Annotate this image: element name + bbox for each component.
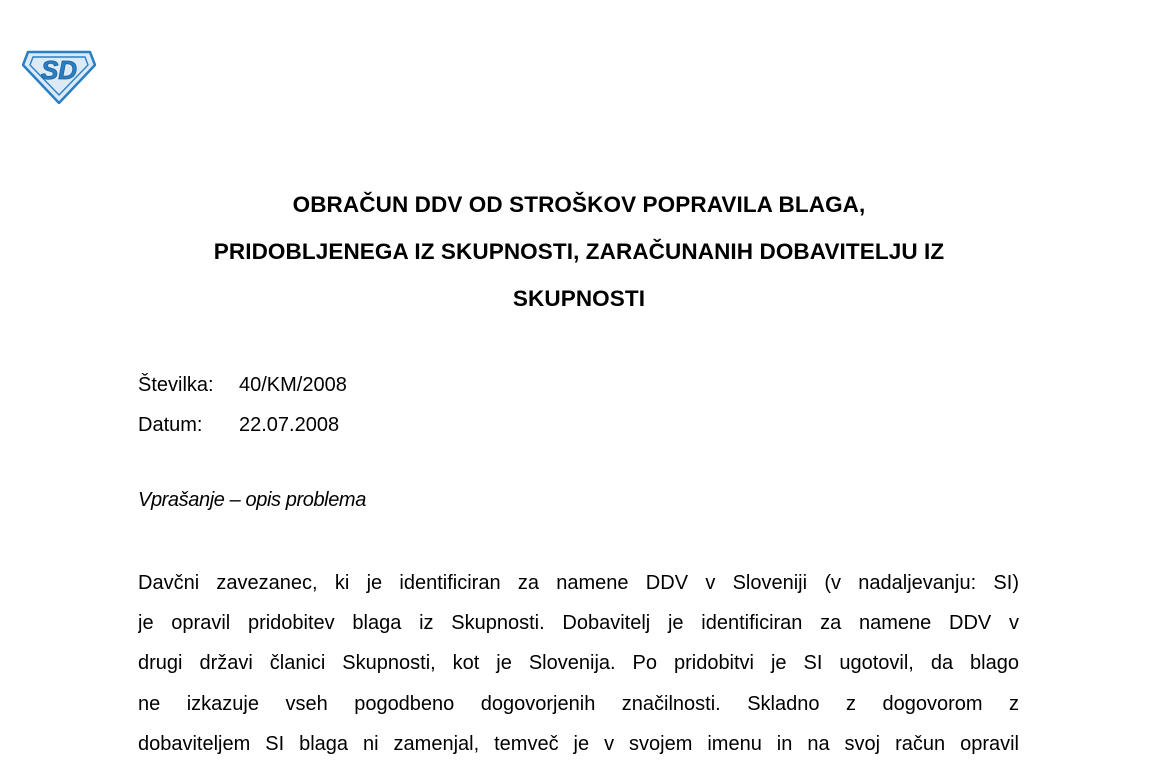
number-row [138,365,347,405]
date-row [138,405,347,445]
title-line: PRIDOBLJENEGA IZ SKUPNOSTI, ZARAČUNANIH DOBAVITELJU IZ [213,239,945,264]
paragraph-line: je opravil pridobitev blaga iz Skupnosti. Dobavitelj je identificiran za namene DDV v [138,612,1019,635]
logo-lettering: SD [40,55,78,85]
sd-logo [22,48,96,104]
number-label: Številka: [138,374,214,396]
date-value: 22.07.2008 [239,414,340,436]
paragraph-line: drugi državi članici Skupnosti, kot je Slovenija. Po pridobitvi je SI ugotovil, da blago [138,652,1019,675]
section-heading: Vprašanje – opis problema [138,489,366,511]
paragraph-line: Davčni zavezanec, ki je identificiran za namene DDV v Sloveniji (v nadaljevanju: SI) [138,572,1019,594]
document-title [139,181,1019,322]
body-paragraph [138,563,1019,764]
title-line: SKUPNOSTI [512,286,646,311]
paragraph-line: ne izkazuje vseh pogodbeno dogovorjenih značilnosti. Skladno z dogovorom z [138,692,1019,715]
number-value: 40/KM/2008 [239,374,347,396]
document-meta [138,365,347,445]
date-label: Datum: [138,414,203,436]
paragraph-line: dobaviteljem SI blaga ni zamenjal, temveč je v svojem imenu in na svoj račun opravil [138,732,1019,755]
title-line: OBRAČUN DDV OD STROŠKOV POPRAVILA BLAGA, [292,192,866,217]
